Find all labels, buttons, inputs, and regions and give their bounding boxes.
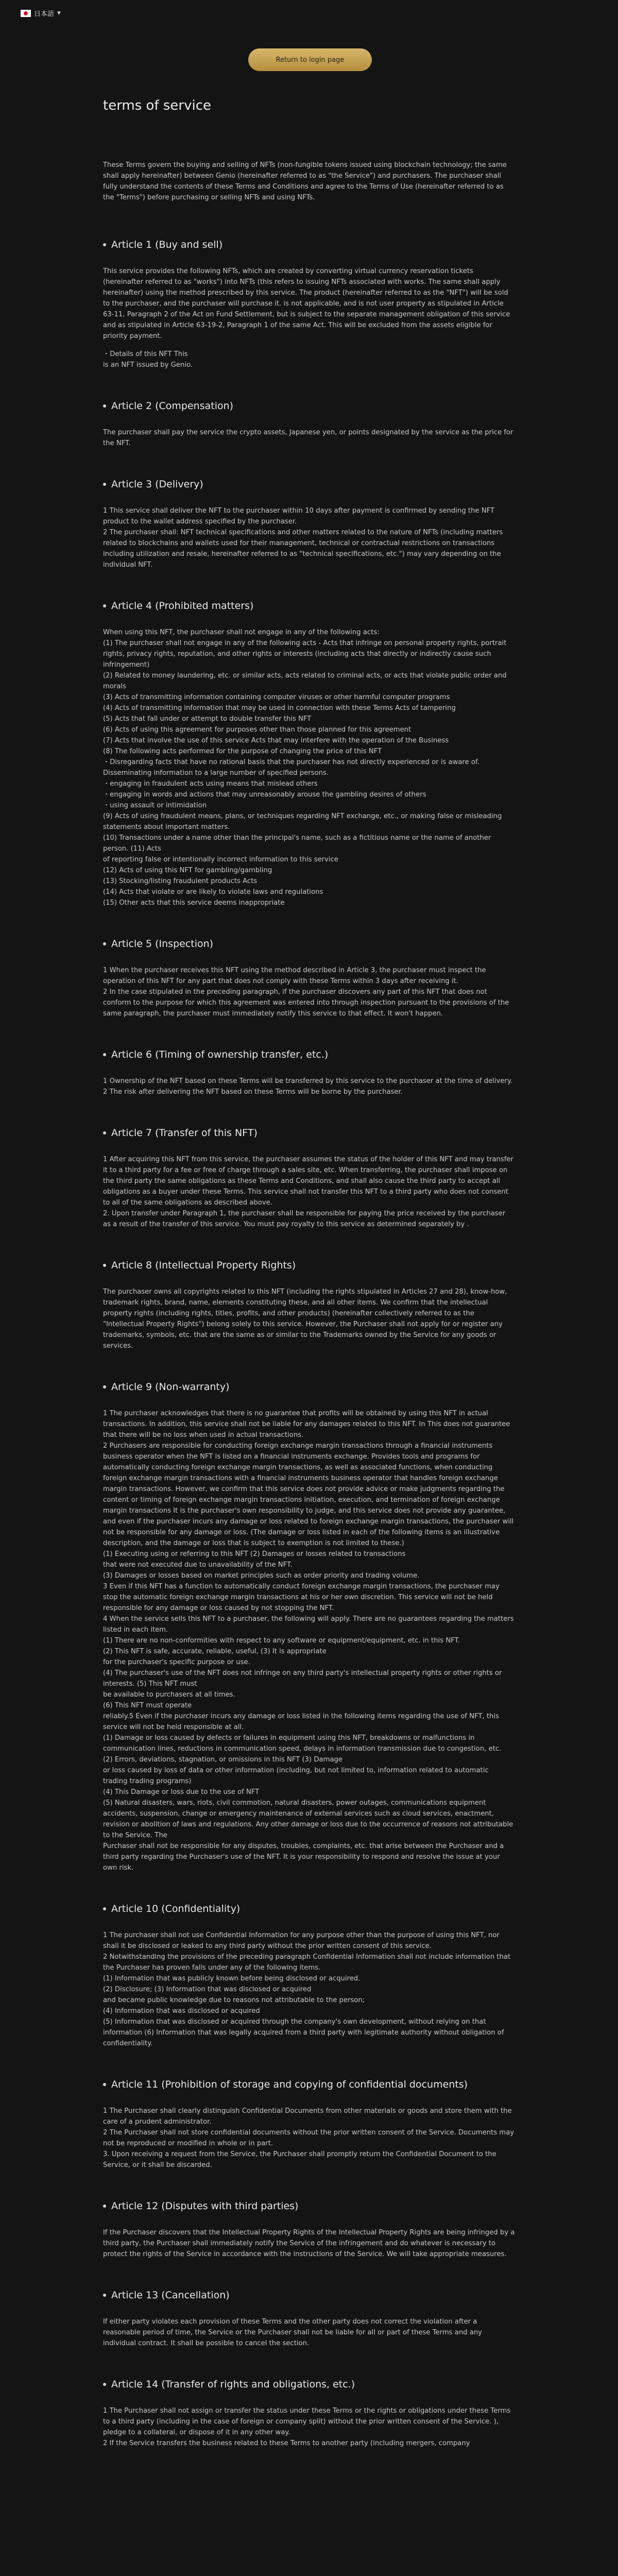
- article-line: (3) Acts of transmitting information containing computer viruses or other harmful computer programs: [103, 693, 450, 701]
- article-line: of reporting false or intentionally incorrect information to this service: [103, 856, 338, 863]
- article-heading: [103, 1049, 515, 1060]
- article-body: [103, 965, 515, 1019]
- article-line: that were not executed due to unavailability of the NFT.: [103, 1561, 293, 1569]
- article-line: (9) Acts of using fraudulent means, plans, or techniques regarding NFT exchange, etc., or making false or misleading statements about important matters.: [103, 812, 502, 831]
- article-line: be available to purchasers at all times.: [103, 1691, 235, 1699]
- article-line: 1 This service shall deliver the NFT to the purchaser within 10 days after payment is confirmed by sending the NFT product to the wallet address specified by the purchaser.: [103, 507, 495, 526]
- article-body: [103, 2106, 515, 2171]
- article-line: (6) Acts of using this agreement for purposes other than those planned for this agreement: [103, 726, 411, 734]
- bullet-icon: [103, 1131, 106, 1134]
- article-section: [103, 1049, 515, 1097]
- article-heading: [103, 1903, 515, 1914]
- article-line: (2) Errors, deviations, stagnation, or omissions in this NFT (3) Damage: [103, 1756, 343, 1764]
- article-title: Article 11 (Prohibition of storage and copying of confidential documents): [111, 2079, 468, 2090]
- article-body: [103, 266, 515, 370]
- article-line: 1 When the purchaser receives this NFT using the method described in Article 3, the purchaser must inspect the operation of this NFT for any part that does not comply with these Terms within 3 days after receiving it.: [103, 967, 486, 985]
- return-to-login-button[interactable]: Return to login page: [248, 48, 372, 71]
- article-heading: [103, 400, 515, 412]
- article-line: 2 Notwithstanding the provisions of the preceding paragraph Confidential Information shall not include information that the Purchaser has proven falls under any of the following items.: [103, 1953, 511, 1972]
- bullet-icon: [103, 2383, 106, 2386]
- article-line: The purchaser owns all copyrights related to this NFT (including the rights stipulated in Articles 27 and 28), know-how, trademark rights, brand, name, elements constituting these, and all other items. We confirm that the intellectual property rights (including rights, titles, profits, and other products) (hereinafter collectively referred to as the "Intellectual Property Rights") belong solely to this service. However, the Purchaser shall not apply for or register any trademarks, symbols, etc. that are the same as or similar to the Trademarks owned by the Service for any goods or services.: [103, 1288, 507, 1350]
- article-line: (7) Acts that involve the use of this service Acts that may interfere with the operation of the Business: [103, 737, 449, 744]
- top-bar: [0, 0, 618, 31]
- article-title: Article 6 (Timing of ownership transfer, etc.): [111, 1049, 329, 1060]
- article-section: [103, 1127, 515, 1230]
- article-line: If the Purchaser discovers that the Intellectual Property Rights of the Intellectual Property Rights are being infringed by a third party, the Purchaser shall immediately notify the Service of the infringement and do whatever is necessary to protect the rights of the Service in accordance with the instructions of the Service. We will take appropriate measures.: [103, 2229, 515, 2258]
- page-title: terms of service: [103, 98, 212, 113]
- article-section: [103, 479, 515, 570]
- article-line: 2 The Purchaser shall not store confidential documents without the prior written consent of the Service. Documents may not be reproduced or modified in whole or in part.: [103, 2129, 514, 2147]
- article-section: [103, 600, 515, 908]
- article-body: [103, 1286, 515, 1351]
- article-heading: [103, 1260, 515, 1271]
- article-line: (5) Acts that fall under or attempt to double transfer this NFT: [103, 715, 312, 723]
- article-line: (1) There are no non-conformities with respect to any software or equipment/equipment, etc. in this NFT.: [103, 1637, 460, 1645]
- article-heading: [103, 239, 515, 250]
- article-line: (2) Related to money laundering, etc. or similar acts, acts related to criminal acts, or acts that violate public order and morals: [103, 672, 507, 690]
- article-line: 1 The Purchaser shall clearly distinguish Confidential Documents from other materials or goods and store them with the care of a prudent administrator.: [103, 2107, 512, 2126]
- article-section: [103, 400, 515, 449]
- japan-flag-icon: [21, 10, 31, 17]
- article-title: Article 8 (Intellectual Property Rights): [111, 1260, 296, 1271]
- bullet-icon: [103, 1907, 106, 1910]
- article-line: (4) Acts of transmitting information that may be used in connection with these Terms Acts of tampering: [103, 704, 456, 712]
- article-line: 2. Upon transfer under Paragraph 1, the purchaser shall be responsible for paying the price received by the purchaser as a result of the transfer of this service. You must pay royalty to this service as determined separately by .: [103, 1210, 506, 1228]
- article-line: and became public knowledge due to reasons not attributable to the person;: [103, 1996, 365, 2004]
- article-heading: [103, 1381, 515, 1393]
- article-line: (3) Damages or losses based on market principles such as order priority and trading volume.: [103, 1572, 420, 1580]
- article-body: [103, 1408, 515, 1873]
- article-section: [103, 2200, 515, 2260]
- article-line: 1 The purchaser acknowledges that there is no guarantee that profits will be obtained by using this NFT in actual transactions. In addition, this service shall not be liable for any damages related to this NFT. In This does not guarantee that there will be no loss when used in actual transactions.: [103, 1410, 510, 1439]
- article-line: (12) Acts of using this NFT for gambling/gambling: [103, 867, 272, 874]
- article-line: 2 In the case stipulated in the preceding paragraph, if the purchaser discovers any part of this NFT that does not conform to the purpose for which this agreement was entered into through inspection pursuant to the provisions of the same paragraph, the purchaser must immediately notify this service to that effect. It won't happen.: [103, 988, 509, 1018]
- bullet-icon: [103, 404, 106, 408]
- article-line: When using this NFT, the purchaser shall not engage in any of the following acts:: [103, 629, 380, 636]
- article-line: ・engaging in fraudulent acts using means that mislead others: [103, 780, 318, 788]
- article-section: [103, 938, 515, 1019]
- article-body: [103, 427, 515, 449]
- article-line: or loss caused by loss of data or other information (including, but not limited to, information related to automatic trading trading programs): [103, 1767, 489, 1785]
- article-line: (15) Other acts that this service deems inappropriate: [103, 899, 285, 907]
- article-line: is an NFT issued by Genio.: [103, 361, 193, 369]
- article-line: (1) Executing using or referring to this NFT (2) Damages or losses related to transactions: [103, 1550, 406, 1558]
- article-line: This service provides the following NFTs, which are created by converting virtual currency reservation tickets (hereinafter referred to as "works") into NFTs (this refers to issuing NFTs associated with works. The same shall apply hereinafter) using the method prescribed by this service. The product (hereinafter referred to as the "NFT") will be sold to the purchaser, and the purchaser will purchase it. is not applicable, and is not user property as stipulated in Article 63-11, Paragraph 2 of the Act on Fund Settlement, but is subject to the separate management obligation of this service and as stipulated in Article 63-19-2, Paragraph 1 of the same Act. This will be excluded from the assets eligible for priority payment.: [103, 267, 510, 340]
- article-title: Article 5 (Inspection): [111, 938, 214, 950]
- article-section: [103, 2079, 515, 2171]
- language-selector[interactable]: [21, 8, 61, 18]
- article-line: ・Details of this NFT This: [103, 350, 188, 358]
- intro-paragraph: These Terms govern the buying and selling of NFTs (non-fungible tokens issued using blockchain technology; the same shall apply hereinafter) between Genio (hereinafter referred to as "the Service") and purchasers. The purchaser shall fully understand the contents of these Terms and Conditions and agree to the Terms of Use (hereinafter referred to as the "Terms") before purchasing or selling NFTs and using NFTs.: [103, 161, 507, 201]
- article-title: Article 7 (Transfer of this NFT): [111, 1127, 258, 1139]
- article-line: 2 If the Service transfers the business related to these Terms to another party (including mergers, company: [103, 2439, 470, 2447]
- bullet-icon: [103, 942, 106, 945]
- article-line: (1) Damage or loss caused by defects or failures in equipment using this NFT, breakdowns or malfunctions in communication lines, reductions in communication speed, delays in information transmission due to congestion, etc.: [103, 1734, 502, 1753]
- article-line: Purchaser shall not be responsible for any disputes, troubles, complaints, etc. that arise between the Purchaser and a third party regarding the Purchaser's use of the NFT. It is your responsibility to respond and resolve the issue at your own risk.: [103, 1842, 504, 1872]
- article-line: (14) Acts that violate or are likely to violate laws and regulations: [103, 888, 323, 896]
- article-line: The purchaser shall pay the service the crypto assets, Japanese yen, or points designated by the service as the price for the NFT.: [103, 429, 513, 447]
- article-line: (2) This NFT is safe, accurate, reliable, useful, (3) It is appropriate: [103, 1648, 327, 1655]
- chevron-down-icon: ▼: [57, 10, 61, 16]
- bullet-icon: [103, 243, 106, 246]
- article-line: 1 After acquiring this NFT from this service, the purchaser assumes the status of the holder of this NFT and may transfer it to a third party for a fee or free of charge through a sales site, etc. When transferring, the purchaser shall impose on the third party the same obligations as these Terms and Conditions, and shall also cause the third party to accept all obligations as a buyer under these Terms. This service shall not transfer this NFT to a third party who does not consent to all of the same obligations as described above.: [103, 1156, 513, 1207]
- article-body: [103, 1154, 515, 1230]
- article-line: (4) The purchaser's use of the NFT does not infringe on any third party's intellectual property rights or other rights or interests. (5) This NFT must: [103, 1669, 502, 1688]
- article-line: 2 The risk after delivering the NFT based on these Terms will be borne by the purchaser.: [103, 1088, 403, 1096]
- bullet-icon: [103, 1053, 106, 1056]
- bullet-icon: [103, 2294, 106, 2297]
- article-section: [103, 239, 515, 370]
- article-heading: [103, 479, 515, 490]
- article-line: (6) This NFT must operate: [103, 1702, 192, 1709]
- article-body: [103, 2316, 515, 2349]
- article-line: ・engaging in words and actions that may unreasonably arouse the gambling desires of others: [103, 791, 426, 799]
- article-line: 4 When the service sells this NFT to a purchaser, the following will apply. There are no guarantees regarding the matters listed in each item.: [103, 1615, 514, 1634]
- article-line: (10) Transactions under a name other than the principal's name, such as a fictitious name or the name of another person. (11) Acts: [103, 834, 491, 853]
- article-heading: [103, 1127, 515, 1139]
- bullet-icon: [103, 2083, 106, 2086]
- article-heading: [103, 2200, 515, 2212]
- article-line: (5) Natural disasters, wars, riots, civil commotion, natural disasters, power outages, communications equipment accidents, suspension, change or emergency maintenance of external services such as cloud services, enactment, revision or abolition of laws and regulations. Any other damage or loss due to the occurrence of reasons not attributable to the Service. The: [103, 1799, 513, 1839]
- article-heading: [103, 938, 515, 950]
- article-heading: [103, 2290, 515, 2301]
- article-title: Article 10 (Confidentiality): [111, 1903, 241, 1914]
- article-line: (5) Information that was disclosed or acquired through the company's own development, without relying on that information (6) Information that was legally acquired from a third party with legitimate authority without obligation of confidentiality.: [103, 2018, 504, 2047]
- article-title: Article 14 (Transfer of rights and obligations, etc.): [111, 2379, 355, 2390]
- article-title: Article 2 (Compensation): [111, 400, 234, 412]
- bullet-icon: [103, 1385, 106, 1388]
- article-line: (4) This Damage or loss due to the use of NFT: [103, 1788, 260, 1796]
- article-body: [103, 2227, 515, 2260]
- article-line: 2 The purchaser shall: NFT technical specifications and other matters related to the nature of NFTs (including matters related to blockchains and wallets used for their management, technical or contractual restrictions on transactions including utilization and resale, hereinafter referred to as "technical specifications, etc.") may vary depending on the individual NFT.: [103, 529, 503, 569]
- article-line: 1 Ownership of the NFT based on these Terms will be transferred by this service to the purchaser at the time of delivery.: [103, 1077, 512, 1085]
- language-label: 日本語: [34, 10, 55, 18]
- article-line: (8) The following acts performed for the purpose of changing the price of this NFT: [103, 748, 382, 755]
- article-line: (2) Disclosure; (3) Information that was disclosed or acquired: [103, 1986, 312, 1993]
- article-line: ・Disregarding facts that have no rational basis that the purchaser has not directly experienced or is aware of. Disseminating information to a large number of specified persons.: [103, 758, 479, 777]
- article-line: 3. Upon receiving a request from the Service, the Purchaser shall promptly return the Confidential Document to the Service, or it shall be discarded.: [103, 2150, 496, 2169]
- article-body: [103, 627, 515, 908]
- article-body: [103, 1930, 515, 2049]
- article-heading: [103, 600, 515, 612]
- article-title: Article 3 (Delivery): [111, 479, 203, 490]
- article-title: Article 4 (Prohibited matters): [111, 600, 254, 612]
- article-line: for the purchaser's specific purpose or use.: [103, 1658, 250, 1666]
- bullet-icon: [103, 1264, 106, 1267]
- article-line: reliably.5 Even if the purchaser incurs any damage or loss listed in the following items regarding the use of NFT, this service will not be held responsible at all.: [103, 1713, 499, 1731]
- article-line: 2 Purchasers are responsible for conducting foreign exchange margin transactions through a financial instruments business operator when the NFT is listed on a financial instruments exchange. Provides tools and programs for automatically conducting foreign exchange margin transactions, as well as associated functions, when conducting foreign exchange margin transactions with a financial instruments business operator that handles foreign exchange margin transactions. However, we confirm that this service does not provide advice or make judgments regarding the content or timing of foreign exchange margin transactions initiation, execution, and termination of foreign exchange margin transactions It is the purchaser's own responsibility to judge, and this service does not provide any guarantee, and even if the purchaser incurs any damage or loss related to foreign exchange margin transactions, the purchaser will not be responsible for any damage or loss. (The damage or loss listed in each of the following items is an illustrative description, and the damage or loss that is subject to exemption is not limited to these.): [103, 1442, 514, 1547]
- terms-content: [103, 98, 515, 2479]
- article-line: (13) Stocking/listing fraudulent products Acts: [103, 877, 258, 885]
- article-line: 1 The purchaser shall not use Confidential Information for any purpose other than the purpose of using this NFT, nor shall it be disclosed or leaked to any third party without the prior written consent of this service.: [103, 1931, 500, 1950]
- article-section: [103, 1381, 515, 1873]
- bullet-icon: [103, 483, 106, 486]
- article-line: 3 Even if this NFT has a function to automatically conduct foreign exchange margin transactions, the purchaser may stop the automatic foreign exchange margin transactions at his or her own discretion. This service will not be held responsible for any damage or loss caused by not stopping the NFT.: [103, 1583, 500, 1612]
- article-heading: [103, 2079, 515, 2090]
- article-line: (4) Information that was disclosed or acquired: [103, 2007, 260, 2015]
- article-title: Article 9 (Non-warranty): [111, 1381, 230, 1393]
- article-line: 1 The Purchaser shall not assign or transfer the status under these Terms or the rights or obligations under these Terms to a third party (including in the case of foreign or company split) without the prior written consent of the Service. ), pledge to a collateral, or dispose of it in any other way.: [103, 2407, 511, 2436]
- bullet-icon: [103, 604, 106, 607]
- articles-list: [103, 239, 515, 2449]
- article-line: (1) Information that was publicly known before being disclosed or acquired.: [103, 1975, 360, 1982]
- article-line: If either party violates each provision of these Terms and the other party does not correct the violation after a reasonable period of time, the Service or the Purchaser shall not be liable for all or part of these Terms and any individual contract. It shall be possible to cancel the section.: [103, 2318, 482, 2347]
- article-body: [103, 505, 515, 570]
- article-line: (1) The purchaser shall not engage in any of the following acts - Acts that infringe on personal property rights, portrait rights, privacy rights, reputation, and other rights or interests (including acts that directly or indirectly cause such infringement): [103, 639, 507, 669]
- article-section: [103, 2379, 515, 2449]
- article-title: Article 13 (Cancellation): [111, 2290, 230, 2301]
- article-heading: [103, 2379, 515, 2390]
- article-body: [103, 1076, 515, 1097]
- article-title: Article 12 (Disputes with third parties): [111, 2200, 299, 2212]
- bullet-icon: [103, 2205, 106, 2208]
- article-title: Article 1 (Buy and sell): [111, 239, 223, 250]
- article-body: [103, 2405, 515, 2449]
- article-section: [103, 2290, 515, 2349]
- article-line: ・using assault or intimidation: [103, 802, 207, 809]
- paragraph-gap: [103, 342, 515, 349]
- article-section: [103, 1903, 515, 2049]
- article-section: [103, 1260, 515, 1351]
